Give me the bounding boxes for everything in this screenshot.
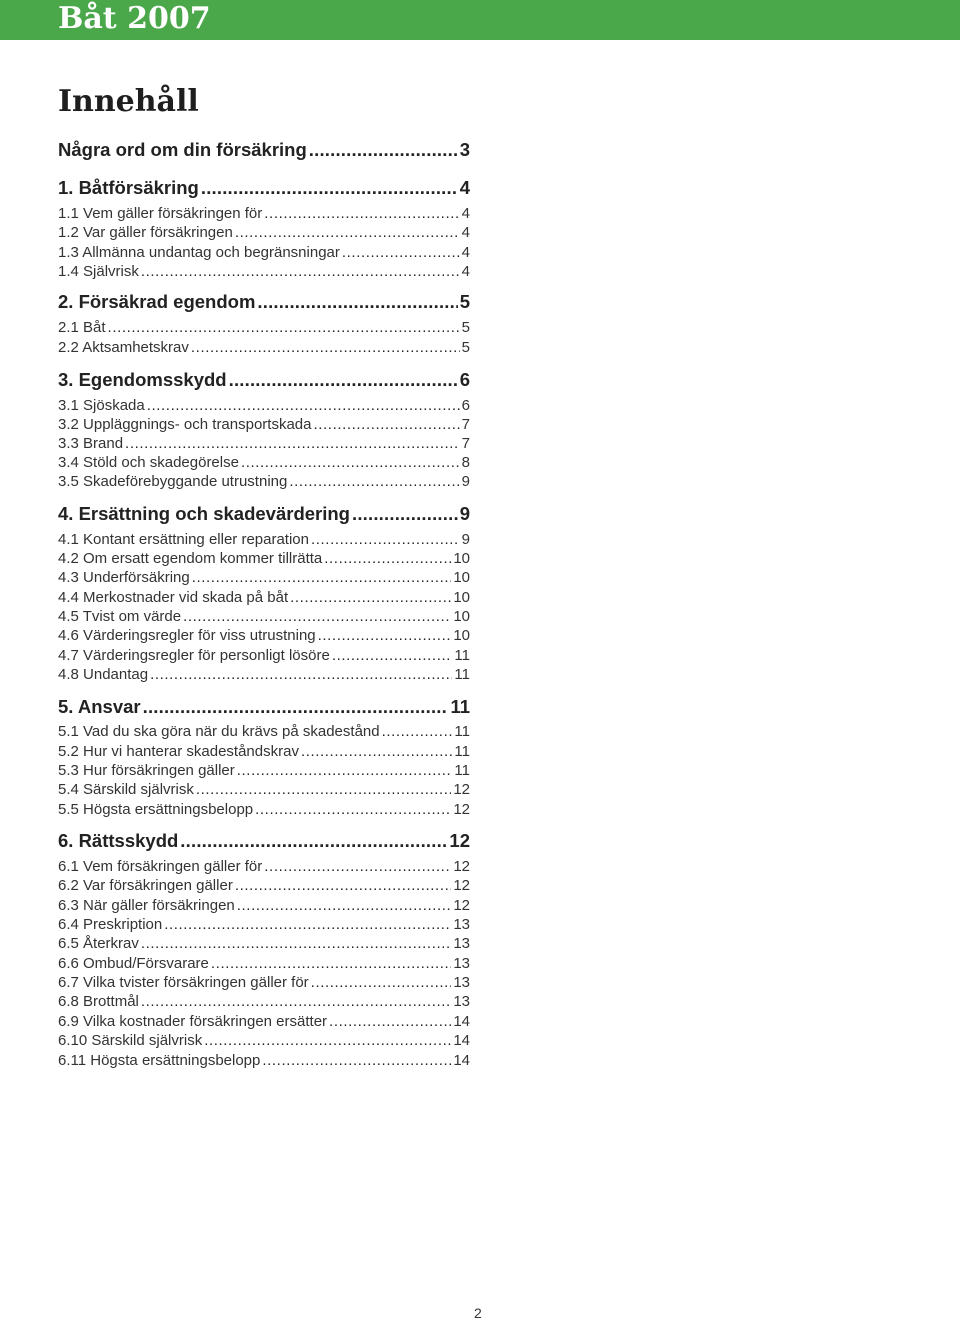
toc-entry-title: 1.1 Vem gäller försäkringen för xyxy=(58,205,263,222)
toc-entry-title: 6.4 Preskription xyxy=(58,916,163,933)
toc-dot-leader xyxy=(332,646,453,665)
table-of-contents xyxy=(58,0,470,1320)
toc-item xyxy=(58,243,470,262)
toc-entry-title: 1. Båtförsäkring xyxy=(58,177,199,198)
toc-item xyxy=(58,223,470,242)
toc-entry-title: 3.3 Brand xyxy=(58,435,124,452)
toc-item xyxy=(58,588,470,607)
toc-entry-title: 6.3 När gäller försäkringen xyxy=(58,897,235,914)
toc-item xyxy=(58,204,470,223)
toc-dot-leader xyxy=(255,800,451,819)
toc-item xyxy=(58,1051,470,1070)
toc-dot-leader xyxy=(211,954,451,973)
toc-entry-title: 4.1 Kontant ersättning eller reparation xyxy=(58,531,309,548)
toc-dot-leader xyxy=(309,138,458,162)
toc-dot-leader xyxy=(342,243,460,262)
toc-section xyxy=(58,138,470,162)
toc-item xyxy=(58,396,470,415)
toc-entry-page: 12 xyxy=(453,877,470,894)
toc-dot-leader xyxy=(311,973,452,992)
toc-entry-title: 4.8 Undantag xyxy=(58,666,149,683)
toc-entry-page: 4 xyxy=(461,244,470,261)
toc-entry-title: 1.2 Var gäller försäkringen xyxy=(58,224,233,241)
toc-item xyxy=(58,742,470,761)
toc-entry-page: 13 xyxy=(453,993,470,1010)
toc-entry-page: 12 xyxy=(453,897,470,914)
toc-dot-leader xyxy=(262,1051,451,1070)
toc-dot-leader xyxy=(264,857,451,876)
toc-entry-title: 6.9 Vilka kostnader försäkringen ersätter xyxy=(58,1013,328,1030)
toc-entry-page: 4 xyxy=(459,177,470,198)
toc-entry-page: 12 xyxy=(453,801,470,818)
toc-entry-page: 10 xyxy=(453,589,470,606)
toc-entry-title: 5.3 Hur försäkringen gäller xyxy=(58,762,235,779)
toc-entry-page: 3 xyxy=(459,139,470,160)
toc-item xyxy=(58,262,470,281)
toc-section xyxy=(58,695,470,719)
toc-item xyxy=(58,568,470,587)
toc-entry-page: 7 xyxy=(461,416,470,433)
toc-entry-page: 13 xyxy=(453,916,470,933)
toc-item xyxy=(58,761,470,780)
toc-item xyxy=(58,415,470,434)
toc-entry-title: 5.4 Särskild självrisk xyxy=(58,781,194,798)
toc-dot-leader xyxy=(301,742,452,761)
toc-item xyxy=(58,1031,470,1050)
toc-dot-leader xyxy=(150,665,452,684)
toc-dot-leader xyxy=(241,453,460,472)
toc-section xyxy=(58,368,470,392)
toc-entry-title: 3. Egendomsskydd xyxy=(58,369,227,390)
toc-dot-leader xyxy=(324,549,451,568)
toc-item xyxy=(58,1012,470,1031)
toc-entry-page: 11 xyxy=(454,743,470,760)
toc-item xyxy=(58,607,470,626)
toc-entry-title: 6.11 Högsta ersättningsbelopp xyxy=(58,1052,261,1069)
toc-entry-page: 14 xyxy=(453,1032,470,1049)
toc-entry-page: 13 xyxy=(453,955,470,972)
toc-entry-page: 13 xyxy=(453,935,470,952)
toc-dot-leader xyxy=(235,223,460,242)
toc-dot-leader xyxy=(183,607,451,626)
toc-entry-page: 4 xyxy=(461,205,470,222)
toc-dot-leader xyxy=(318,626,452,645)
toc-entry-page: 6 xyxy=(459,369,470,390)
toc-item xyxy=(58,800,470,819)
toc-dot-leader xyxy=(237,761,453,780)
toc-dot-leader xyxy=(264,204,459,223)
toc-entry-title: 6.5 Återkrav xyxy=(58,935,139,952)
toc-dot-leader xyxy=(196,780,451,799)
toc-entry-title: 4.7 Värderingsregler för personligt lösöre xyxy=(58,647,330,664)
toc-dot-leader xyxy=(180,829,447,853)
toc-dot-leader xyxy=(382,722,453,741)
toc-dot-leader xyxy=(141,992,451,1011)
toc-dot-leader xyxy=(289,472,459,491)
toc-section xyxy=(58,502,470,526)
toc-dot-leader xyxy=(143,695,449,719)
toc-entry-title: 5.2 Hur vi hanterar skadeståndskrav xyxy=(58,743,299,760)
toc-entry-page: 4 xyxy=(461,263,470,280)
toc-dot-leader xyxy=(141,934,451,953)
toc-entry-title: 4.3 Underförsäkring xyxy=(58,569,190,586)
toc-section xyxy=(58,829,470,853)
toc-entry-page: 8 xyxy=(461,454,470,471)
toc-entry-page: 10 xyxy=(453,608,470,625)
toc-entry-page: 10 xyxy=(453,569,470,586)
toc-entry-title: 5.1 Vad du ska göra när du krävs på skadestånd xyxy=(58,723,380,740)
toc-entry-title: 5. Ansvar xyxy=(58,696,141,717)
toc-item xyxy=(58,453,470,472)
toc-dot-leader xyxy=(201,176,458,200)
toc-entry-title: 6.2 Var försäkringen gäller xyxy=(58,877,233,894)
toc-entry-page: 4 xyxy=(461,224,470,241)
toc-dot-leader xyxy=(141,262,460,281)
toc-item xyxy=(58,876,470,895)
toc-entry-title: 6.6 Ombud/Försvarare xyxy=(58,955,209,972)
toc-dot-leader xyxy=(108,318,460,337)
toc-entry-page: 7 xyxy=(461,435,470,452)
toc-entry-title: 2.2 Aktsamhetskrav xyxy=(58,339,189,356)
toc-entry-title: 4.4 Merkostnader vid skada på båt xyxy=(58,589,289,606)
toc-entry-title: 4.5 Tvist om värde xyxy=(58,608,182,625)
toc-entry-title: 3.5 Skadeförebyggande utrustning xyxy=(58,473,288,490)
toc-item xyxy=(58,857,470,876)
toc-entry-title: 1.4 Självrisk xyxy=(58,263,139,280)
toc-dot-leader xyxy=(147,396,460,415)
toc-entry-page: 11 xyxy=(454,666,470,683)
toc-dot-leader xyxy=(229,368,458,392)
toc-dot-leader xyxy=(314,415,460,434)
toc-item xyxy=(58,626,470,645)
toc-entry-title: 4.2 Om ersatt egendom kommer tillrätta xyxy=(58,550,323,567)
toc-entry-page: 10 xyxy=(453,627,470,644)
toc-entry-title: 3.1 Sjöskada xyxy=(58,397,145,414)
toc-dot-leader xyxy=(290,588,451,607)
toc-item xyxy=(58,530,470,549)
toc-entry-page: 9 xyxy=(461,531,470,548)
toc-entry-title: 2.1 Båt xyxy=(58,319,106,336)
toc-item xyxy=(58,338,470,357)
toc-entry-page: 14 xyxy=(453,1052,470,1069)
toc-entry-page: 10 xyxy=(453,550,470,567)
toc-entry-page: 12 xyxy=(453,858,470,875)
toc-entry-page: 5 xyxy=(461,319,470,336)
toc-dot-leader xyxy=(191,338,460,357)
toc-item xyxy=(58,665,470,684)
toc-item xyxy=(58,318,470,337)
toc-entry-title: 1.3 Allmänna undantag och begränsningar xyxy=(58,244,340,261)
toc-entry-page: 11 xyxy=(454,723,470,740)
toc-entry-page: 12 xyxy=(453,781,470,798)
toc-item xyxy=(58,646,470,665)
toc-item xyxy=(58,780,470,799)
toc-section xyxy=(58,290,470,314)
toc-entry-page: 13 xyxy=(453,974,470,991)
toc-item xyxy=(58,896,470,915)
toc-item xyxy=(58,434,470,453)
toc-entry-page: 5 xyxy=(459,291,470,312)
toc-entry-title: 6.1 Vem försäkringen gäller för xyxy=(58,858,263,875)
toc-entry-page: 11 xyxy=(454,762,470,779)
toc-entry-title: 6.10 Särskild självrisk xyxy=(58,1032,203,1049)
toc-entry-title: 3.2 Uppläggnings- och transportskada xyxy=(58,416,312,433)
toc-entry-page: 11 xyxy=(450,696,470,717)
toc-dot-leader xyxy=(352,502,458,526)
toc-dot-leader xyxy=(125,434,460,453)
toc-dot-leader xyxy=(204,1031,451,1050)
toc-entry-page: 6 xyxy=(461,397,470,414)
toc-item xyxy=(58,973,470,992)
toc-dot-leader xyxy=(257,290,457,314)
toc-dot-leader xyxy=(311,530,460,549)
toc-item xyxy=(58,954,470,973)
toc-entry-title: 6.7 Vilka tvister försäkringen gäller för xyxy=(58,974,309,991)
document-title: Båt 2007 xyxy=(58,1,211,36)
toc-entry-page: 14 xyxy=(453,1013,470,1030)
toc-entry-page: 9 xyxy=(461,473,470,490)
toc-entry-title: 4. Ersättning och skadevärdering xyxy=(58,503,350,524)
page-title: Innehåll xyxy=(58,84,199,120)
toc-dot-leader xyxy=(192,568,452,587)
toc-item xyxy=(58,722,470,741)
toc-entry-page: 11 xyxy=(454,647,470,664)
toc-dot-leader xyxy=(235,876,451,895)
toc-entry-title: 3.4 Stöld och skadegörelse xyxy=(58,454,239,471)
toc-entry-page: 9 xyxy=(459,503,470,524)
toc-item xyxy=(58,992,470,1011)
toc-entry-title: 4.6 Värderingsregler för viss utrustning xyxy=(58,627,316,644)
toc-entry-page: 12 xyxy=(449,830,470,851)
toc-item xyxy=(58,915,470,934)
toc-item xyxy=(58,549,470,568)
toc-dot-leader xyxy=(237,896,452,915)
toc-entry-title: 6. Rättsskydd xyxy=(58,830,179,851)
toc-entry-title: 5.5 Högsta ersättningsbelopp xyxy=(58,801,254,818)
toc-entry-title: 2. Försäkrad egendom xyxy=(58,291,256,312)
toc-entry-title: Några ord om din försäkring xyxy=(58,139,307,160)
toc-dot-leader xyxy=(164,915,451,934)
toc-item xyxy=(58,472,470,491)
toc-item xyxy=(58,934,470,953)
toc-entry-page: 5 xyxy=(461,339,470,356)
toc-section xyxy=(58,176,470,200)
toc-entry-title: 6.8 Brottmål xyxy=(58,993,139,1010)
toc-dot-leader xyxy=(329,1012,451,1031)
page-number: 2 xyxy=(474,1305,482,1321)
